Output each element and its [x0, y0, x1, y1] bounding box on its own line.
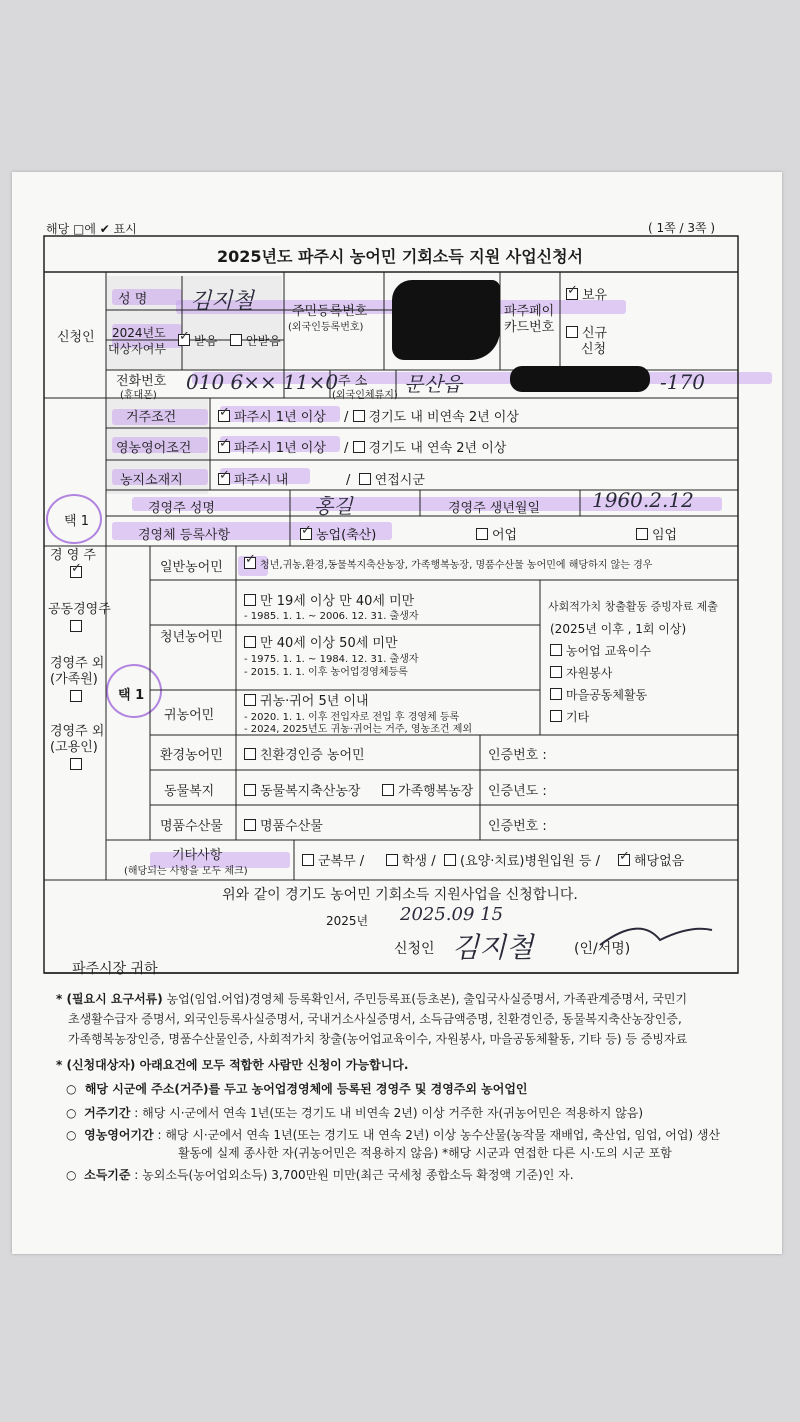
residence-opt2[interactable]: / 경기도 내 비연속 2년 이상: [344, 410, 519, 425]
phone-handwritten: 010 6×× 11×0: [186, 370, 339, 394]
page-indicator: ( 1쪽 / 3쪽 ): [648, 221, 716, 235]
return-label: 귀농어민: [164, 708, 215, 723]
youth-opt1-label: 만 19세 이상 만 40세 미만: [260, 594, 415, 609]
eligibility-heading: [56, 1056, 408, 1073]
other-sublabel: (해당되는 사항을 모두 체크): [124, 866, 248, 877]
registration-opt3-label: 임업: [652, 528, 678, 543]
address-label: 주 소: [338, 374, 368, 389]
eco-opt-label: 친환경인증 농어민: [260, 748, 365, 763]
seafood-opt-label: 명품수산물: [260, 819, 323, 834]
choose-one-label-2: 택 1: [118, 688, 145, 703]
required-docs-line1: [56, 990, 687, 1007]
address-handwritten-end: -170: [660, 370, 705, 394]
seal-mark: (인/서명): [574, 941, 631, 957]
eco-label: 환경농어민: [160, 748, 223, 763]
co-owner-label: 공동경영주: [48, 602, 111, 617]
return-note1: - 2020. 1. 1. 이후 전입자로 전입 후 경영체 등록: [244, 712, 460, 723]
social-opt2-label: 자원봉사: [566, 666, 613, 680]
eligibility-title: * (신청대상자): [56, 1058, 136, 1072]
other-opt1-label: 군복무 /: [318, 854, 365, 869]
declaration-text: 위와 같이 경기도 농어민 기회소득 지원사업을 신청합니다.: [222, 887, 578, 903]
owner-name-label: 경영주 성명: [148, 501, 215, 516]
farming-opt1-label: 파주시 1년 이상: [234, 441, 326, 456]
required-docs-title: * (필요시 요구서류): [56, 992, 163, 1006]
name-handwritten: 김지철: [190, 289, 254, 314]
farming-opt2-label: 경기도 내 연속 2년 이상: [368, 441, 507, 456]
return-note2: - 2024, 2025년도 귀농·귀어는 거주, 영농조건 제외: [244, 724, 473, 735]
other-label: 기타사항: [172, 848, 223, 863]
eligibility-item4-text: : 농외소득(농어업외소득) 3,700만원 미만(최근 국세청 종합소득 확정액 기준)인 자.: [130, 1168, 574, 1182]
declaration-year: 2025년: [326, 914, 369, 928]
farming-opt2[interactable]: / 경기도 내 연속 2년 이상: [344, 441, 507, 456]
target-not-label: 안받음: [246, 334, 281, 348]
return-opt-label: 귀농·귀어 5년 이내: [260, 694, 369, 709]
other-opt4-label: 해당없음: [634, 854, 685, 869]
eligibility-item4: ○ 소득기준 : 농외소득(농어업외소득) 3,700만원 미만(최근 국세청 종합소득 확정액 기준)인 자.: [66, 1168, 574, 1182]
social-opt3-label: 마을공동체활동: [566, 688, 648, 702]
card-label-2: 카드번호: [504, 320, 555, 335]
eligibility-item2: ○ 거주기간 : 해당 시·군에서 연속 1년(또는 경기도 내 비연속 2년) 이상 거주한 자(귀농어민은 적용하지 않음): [66, 1106, 644, 1120]
card-new-label-2: 신청: [581, 342, 607, 357]
phone-sublabel: (휴대폰): [120, 390, 157, 401]
animal-label: 동물복지: [164, 784, 215, 799]
declaration-date-handwritten: 2025.09 15: [400, 904, 504, 925]
choose-one-label: 택 1: [64, 514, 89, 529]
residence-opt2-label: 경기도 내 비연속 2년 이상: [368, 410, 519, 425]
youth-opt1-note: - 1985. 1. 1. ~ 2006. 12. 31. 출생자: [244, 611, 419, 622]
youth-label: 청년농어민: [160, 630, 223, 645]
family-label-2: (가족원): [50, 672, 98, 687]
target-label-2: 대상자여부: [108, 342, 166, 356]
land-label: 농지소재지: [120, 473, 183, 488]
phone-label: 전화번호: [116, 374, 167, 389]
rrn-sublabel: (외국인등록번호): [288, 322, 364, 333]
general-text: 청년,귀농,환경,동물복지축산농장, 가족행복농장, 명품수산물 농어민에 해당하지 않는 경우: [260, 560, 653, 571]
applicant-section-label: 신청인: [57, 330, 95, 345]
instruction-text: 해당 □에 ✔ 표시: [46, 222, 137, 236]
employed-label: 경영주 외: [50, 724, 105, 739]
eco-cert-label: 인증번호 :: [488, 748, 547, 763]
social-title: 사회적가치 창출활동 증빙자료 제출: [548, 600, 718, 613]
eligibility-item2-text: : 해당 시·군에서 연속 1년(또는 경기도 내 비연속 2년) 이상 거주한 자(귀농어민은 적용하지 않음): [130, 1106, 644, 1120]
other-opt3-label: (요양·치료)병원입원 등 /: [460, 854, 600, 869]
required-docs-line3: 가족행복농장인증, 명품수산물인증, 사회적가치 창출(농어업교육이수, 자원봉사, 마을공동체활동, 기타 등) 등 증빙자료: [68, 1032, 688, 1046]
seafood-label: 명품수산물: [160, 819, 223, 834]
addressee: 파주시장 귀하: [72, 961, 158, 977]
seafood-cert-label: 인증번호 :: [488, 819, 547, 834]
land-opt2[interactable]: / 연접시군: [346, 473, 425, 488]
eligibility-item2-title: 거주기간: [84, 1106, 131, 1120]
social-subtitle: (2025년 이후 , 1회 이상): [550, 622, 687, 636]
card-have-label: 보유: [582, 288, 608, 303]
social-opt4-label: 기타: [566, 710, 590, 724]
owner-name-handwritten: 홍길: [314, 494, 353, 518]
registration-opt1-label: 농업(축산): [316, 528, 377, 543]
family-label: 경영주 외: [50, 656, 105, 671]
card-new-label: 신규: [582, 326, 608, 341]
animal-cert-label: 인증년도 :: [488, 784, 547, 799]
owner-role-label: 경 영 주: [50, 548, 96, 563]
land-opt1-label: 파주시 내: [234, 473, 289, 488]
required-docs-text1: 농업(임업.어업)경영체 등록확인서, 주민등록표(등초본), 출입국사실증명서, 가족관계증명서, 국민기: [162, 992, 688, 1006]
animal-opt1-label: 동물복지축산농장: [260, 784, 361, 799]
rrn-label: 주민등록번호: [292, 304, 368, 319]
owner-birth-handwritten: 1960.2.12: [592, 488, 694, 512]
registration-opt2-label: 어업: [492, 528, 518, 543]
card-label: 파주페이: [504, 304, 555, 319]
eligibility-item1-text: 해당 시군에 주소(거주)를 두고 농어업경영체에 등록된 경영주 및 경영주외 농어업인: [84, 1082, 528, 1096]
residence-opt1-label: 파주시 1년 이상: [234, 410, 326, 425]
eligibility-item3-title: 영농영어기간: [84, 1128, 154, 1142]
general-label: 일반농어민: [160, 560, 223, 575]
land-opt2-label: 연접시군: [374, 473, 425, 488]
farming-label: 영농영어조건: [116, 441, 192, 456]
registration-label: 경영체 등록사항: [138, 528, 231, 543]
youth-opt2-label: 만 40세 이상 50세 미만: [260, 636, 398, 651]
form-title: 2025년도 파주시 농어민 기회소득 지원 사업신청서: [216, 247, 584, 266]
name-label: 성 명: [118, 292, 148, 307]
youth-opt2-note1: - 1975. 1. 1. ~ 1984. 12. 31. 출생자: [244, 654, 419, 665]
youth-opt2-note2: - 2015. 1. 1. 이후 농어업경영체등록: [244, 667, 408, 678]
required-docs-line2: 초생활수급자 증명서, 외국인등록사실증명서, 국내거소사실증명서, 소득금액증명, 친환경인증, 동물복지축산농장인증,: [68, 1012, 682, 1026]
eligibility-text: 아래요건에 모두 적합한 사람만 신청이 가능합니다.: [135, 1058, 409, 1072]
target-label: 2024년도: [112, 326, 166, 340]
social-opt1-label: 농어업 교육이수: [566, 644, 651, 658]
animal-opt2-label: 가족행복농장: [398, 784, 474, 799]
eligibility-item3-cont: 활동에 실제 종사한 자(귀농어민은 적용하지 않음) *해당 시군과 연접한 다른 시·도의 시군 포함: [178, 1146, 672, 1160]
address-sublabel: (외국인체류지): [332, 390, 398, 401]
address-handwritten-start: 문산읍: [404, 372, 462, 396]
eligibility-item3-text-a: : 해당 시·군에서 연속 1년(또는 경기도 내 연속 2년) 이상 농수산물(농작물 재배업, 축산업, 임업, 어업) 생산: [153, 1128, 721, 1142]
residence-label: 거주조건: [126, 410, 177, 425]
eligibility-item4-title: 소득기준: [84, 1168, 131, 1182]
eligibility-item1: ○ 해당 시군에 주소(거주)를 두고 농어업경영체에 등록된 경영주 및 경영주외 농어업인: [66, 1082, 528, 1096]
owner-birth-label: 경영주 생년월일: [448, 501, 541, 516]
eligibility-item3: ○ 영농영어기간 : 해당 시·군에서 연속 1년(또는 경기도 내 연속 2년) 이상 농수산물(농작물 재배업, 축산업, 임업, 어업) 생산: [66, 1128, 721, 1142]
signature-handwritten: 김지철: [452, 931, 534, 964]
target-received-label: 받음: [194, 334, 218, 348]
applicant-sign-label: 신청인: [394, 941, 435, 957]
other-opt2-label: 학생 /: [402, 854, 436, 869]
employed-label-2: (고용인): [50, 740, 98, 755]
